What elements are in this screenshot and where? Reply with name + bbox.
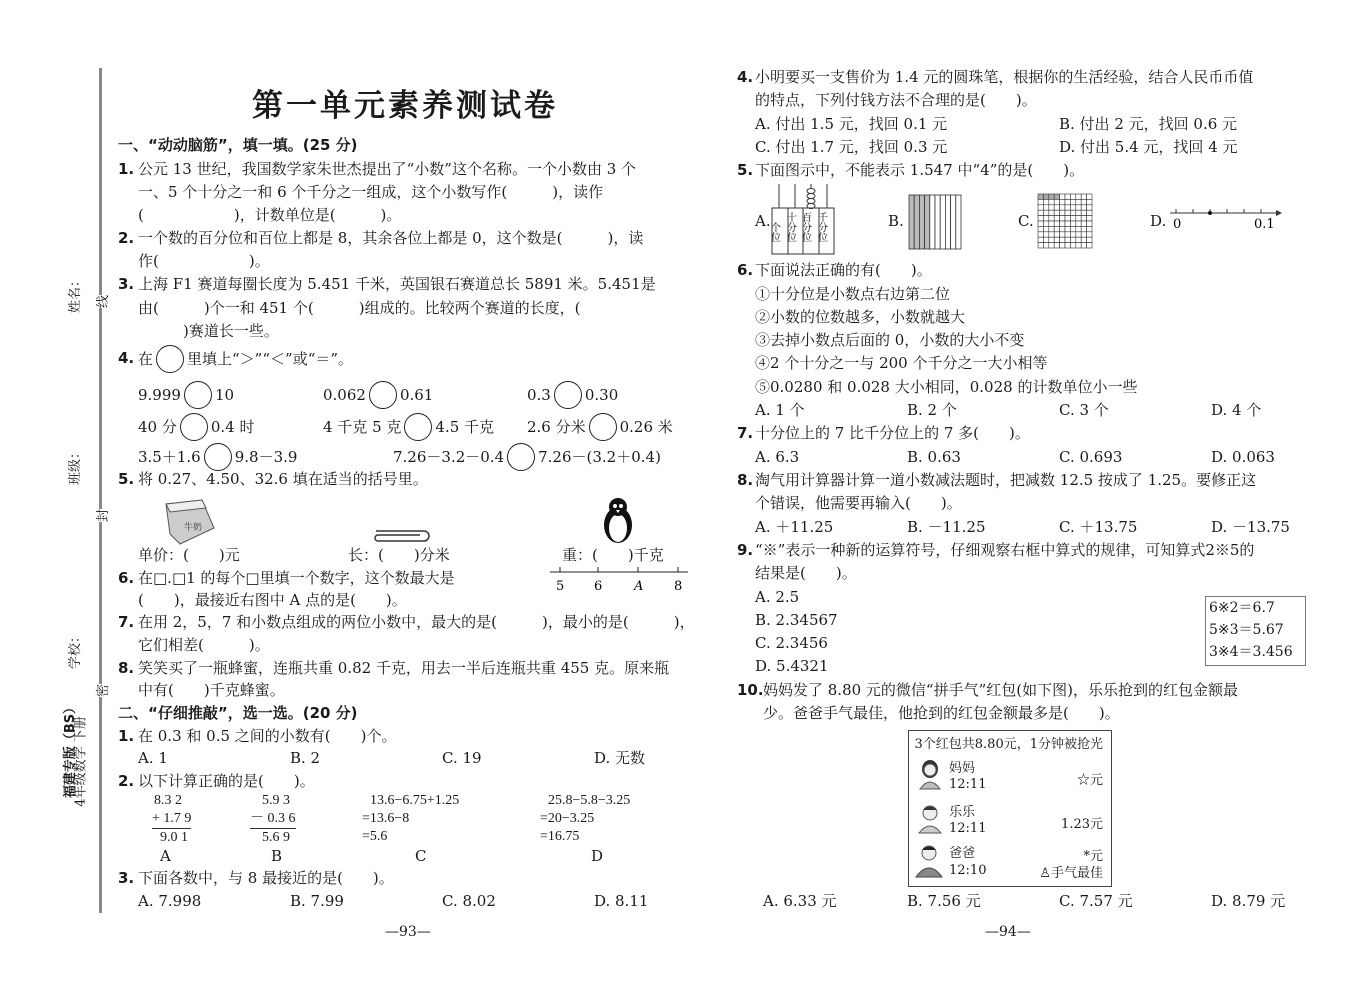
q4-line: 小明要买一支售价为 1.4 元的圆珠笔，根据你的生活经验，结合人民币币值 xyxy=(755,68,1254,86)
diagram-mark xyxy=(1087,237,1092,242)
diagram-mark xyxy=(1076,194,1081,199)
diagram-mark xyxy=(1038,232,1043,237)
option[interactable]: D. 付出 5.4 元，找回 4 元 xyxy=(1059,138,1238,156)
q4-line: 的特点，下列付钱方法不合理的是( )。 xyxy=(755,91,1037,109)
best-luck-badge: ♙手气最佳 xyxy=(1039,866,1103,881)
diagram-mark xyxy=(1038,221,1043,226)
q10-number: 10. xyxy=(737,681,764,699)
option[interactable]: B. 2 个 xyxy=(907,401,957,419)
option[interactable]: C. 付出 1.7 元，找回 0.3 元 xyxy=(755,138,948,156)
q2-line: 作( )。 xyxy=(138,252,270,270)
diagram-mark xyxy=(1087,210,1092,215)
s2q3-text: 下面各数中，与 8 最接近的是( )。 xyxy=(138,869,394,887)
diagram-mark xyxy=(1081,221,1086,226)
page-number: —94— xyxy=(985,924,1031,940)
diagram-mark xyxy=(1054,205,1059,210)
diagram-mark xyxy=(1081,243,1086,248)
q8-line: 中有( )千克蜂蜜。 xyxy=(138,681,285,699)
diagram-mark xyxy=(935,195,940,249)
axis-label: A xyxy=(634,579,644,594)
q9-line: “※”表示一种新的运算符号，仔细观察右框中算式的规律，可知算式2※5的 xyxy=(755,541,1255,559)
option[interactable]: B. 7.56 元 xyxy=(907,892,981,910)
diagram-mark xyxy=(1054,243,1059,248)
diagram-mark xyxy=(1081,205,1086,210)
diagram-mark xyxy=(1060,199,1065,204)
option[interactable]: A. 6.3 xyxy=(755,448,800,466)
length-blank: 长：( )分米 xyxy=(348,546,450,564)
diagram-mark xyxy=(1070,210,1075,215)
q7-number: 7. xyxy=(737,424,754,442)
diagram-mark xyxy=(1038,199,1043,204)
s2q1-number: 1. xyxy=(118,727,135,745)
crown-icon: ♙ xyxy=(1039,866,1051,881)
option[interactable]: D. 无数 xyxy=(594,749,646,767)
diagram-mark xyxy=(1081,226,1086,231)
q9-line: 结果是( )。 xyxy=(755,564,857,582)
svg-text:0: 0 xyxy=(1173,217,1182,232)
option[interactable]: A. 2.5 xyxy=(755,588,800,606)
diagram-mark xyxy=(1049,194,1054,199)
amount: *元 xyxy=(1083,849,1103,864)
s2q3-number: 3. xyxy=(118,869,135,887)
diagram-mark xyxy=(1065,205,1070,210)
option[interactable]: A. xyxy=(755,212,771,230)
diagram-mark xyxy=(1065,226,1070,231)
diagram-mark xyxy=(1049,221,1054,226)
lele-avatar xyxy=(917,803,943,833)
amount: ☆元 xyxy=(1076,773,1103,788)
q8-line: 个错误，他需要再输入( )。 xyxy=(755,494,962,512)
q7-line: 它们相差( )。 xyxy=(138,636,270,654)
diagram-mark xyxy=(1038,205,1043,210)
q1-line: ( )，计数单位是( )。 xyxy=(138,206,402,224)
diagram-mark xyxy=(1087,243,1092,248)
diagram-mark xyxy=(1043,232,1048,237)
svg-text:千分位: 千分位 xyxy=(815,212,827,242)
diagram-mark xyxy=(1043,221,1048,226)
diagram-mark xyxy=(1049,216,1054,221)
red-packet-card: 3个红包共8.80元，1分钟被抢光 妈妈 12:11 ☆元 乐乐 12:11 1.23元 爸爸 12:10 *元 ♙手气最佳 xyxy=(908,730,1112,887)
q5-text: 下面图示中，不能表示 1.547 中“4”的是( )。 xyxy=(755,161,1085,179)
svg-text:牛奶: 牛奶 xyxy=(184,523,203,533)
option[interactable]: D. 5.4321 xyxy=(755,657,829,675)
diagram-mark xyxy=(1076,210,1081,215)
option[interactable]: B. －11.25 xyxy=(907,518,986,536)
diagram-mark xyxy=(1043,194,1048,199)
school-label: 学校： xyxy=(68,629,84,670)
diagram-mark xyxy=(945,195,950,249)
diagram-mark xyxy=(1070,237,1075,242)
diagram-mark xyxy=(1070,199,1075,204)
diagram-mark xyxy=(1081,216,1086,221)
calc-c: 13.6−6.75+1.25 =13.6−8 =5.6 xyxy=(362,793,460,844)
diagram-mark xyxy=(1060,237,1065,242)
diagram-mark xyxy=(1038,210,1043,215)
axis-label: 6 xyxy=(594,579,603,594)
s2q1-text: 在 0.3 和 0.5 之间的小数有( )个。 xyxy=(138,727,397,745)
q9-number: 9. xyxy=(737,541,754,559)
q6-number: 6. xyxy=(737,261,754,279)
book-label: 4年级数学 下册 xyxy=(73,716,89,807)
section-1-heading: 一、“动动脑筋”，填一填。(25 分) xyxy=(118,136,358,154)
diagram-mark xyxy=(1049,226,1054,231)
diagram-mark xyxy=(1043,199,1048,204)
option[interactable]: A. 7.998 xyxy=(138,892,202,910)
diagram-mark xyxy=(1081,237,1086,242)
option[interactable]: C. 19 xyxy=(442,749,482,767)
answer-circle[interactable] xyxy=(507,443,535,471)
diagram-mark xyxy=(1065,194,1070,199)
diagram-mark xyxy=(1043,205,1048,210)
price-blank: 单价：( )元 xyxy=(138,546,240,564)
q3-line: 由( )个一和 451 个( )组成的。比较两个赛道的长度，( xyxy=(138,299,581,317)
svg-text:十分位: 十分位 xyxy=(784,212,796,242)
diagram-mark xyxy=(1060,194,1065,199)
q8-number: 8. xyxy=(737,471,754,489)
option[interactable]: C. 7.57 元 xyxy=(1059,892,1133,910)
diagram-mark xyxy=(1070,232,1075,237)
option[interactable]: B. 7.99 xyxy=(290,892,344,910)
diagram-mark xyxy=(1076,205,1081,210)
diagram-mark xyxy=(1070,216,1075,221)
option[interactable]: B. 付出 2 元，找回 0.6 元 xyxy=(1059,115,1238,133)
mom-avatar xyxy=(917,759,943,789)
axis-label: 5 xyxy=(556,579,565,594)
diagram-mark xyxy=(1076,232,1081,237)
diagram-mark xyxy=(1060,210,1065,215)
page-number: —93— xyxy=(385,924,431,940)
q5-text: 将 0.27、4.50、32.6 填在适当的括号里。 xyxy=(138,470,428,488)
diagram-mark xyxy=(1038,237,1043,242)
diagram-mark xyxy=(1054,194,1059,199)
option[interactable]: B. xyxy=(888,212,904,230)
option[interactable]: A. 6.33 元 xyxy=(763,892,837,910)
edition-label: 福建专版（BS） xyxy=(63,700,79,799)
diagram-mark xyxy=(1049,232,1054,237)
option[interactable]: A. 付出 1.5 元，找回 0.1 元 xyxy=(755,115,948,133)
compare-item: 7.26－3.2－0.4 7.26－(3.2＋0.4) xyxy=(393,443,661,471)
svg-text:0.1: 0.1 xyxy=(1254,217,1275,232)
q4-number: 4. xyxy=(737,68,754,86)
compare-item: 9.999 10 xyxy=(138,381,234,409)
tenths-strip-diagram xyxy=(907,193,963,251)
diagram-mark xyxy=(1043,226,1048,231)
diagram-mark xyxy=(1076,237,1081,242)
q7-line: 在用 2，5，7 和小数点组成的两位小数中，最大的是( )，最小的是( )， xyxy=(138,613,695,631)
svg-text:百分位: 百分位 xyxy=(799,212,811,242)
diagram-mark xyxy=(1060,232,1065,237)
calc-a: 8.3 2 + 1.7 9 9.0 1 xyxy=(152,793,192,845)
amount: 1.23元 xyxy=(1061,817,1103,832)
q7-text: 十分位上的 7 比千分位上的 7 多( )。 xyxy=(755,424,1030,442)
option[interactable]: C. 0.693 xyxy=(1059,448,1123,466)
diagram-mark xyxy=(1065,199,1070,204)
diagram-mark xyxy=(909,195,914,249)
circle-blank xyxy=(156,345,184,373)
q6-line: 在□.□1 的每个□里填一个数字，这个数最大是 xyxy=(138,569,455,587)
q4-number: 4. xyxy=(118,349,135,367)
diagram-mark xyxy=(1043,243,1048,248)
compare-item: 3.5＋1.6 9.8－3.9 xyxy=(138,443,297,471)
diagram-mark xyxy=(1054,199,1059,204)
diagram-mark xyxy=(951,195,956,249)
diagram-mark xyxy=(956,195,961,249)
diagram-mark xyxy=(1076,216,1081,221)
diagram-mark xyxy=(1049,243,1054,248)
answer-circle[interactable] xyxy=(180,413,208,441)
option[interactable]: D. 8.11 xyxy=(594,892,649,910)
compare-item: 2.6 分米 0.26 米 xyxy=(527,413,673,441)
diagram-mark xyxy=(919,195,924,249)
diagram-mark xyxy=(930,195,935,249)
statement: ②小数的位数越多，小数就越大 xyxy=(755,308,966,326)
option[interactable]: D. 4 个 xyxy=(1211,401,1262,419)
answer-circle[interactable] xyxy=(204,443,232,471)
diagram-mark xyxy=(1087,194,1092,199)
diagram-mark xyxy=(1049,199,1054,204)
option[interactable]: B. 2.34567 xyxy=(755,611,838,629)
hundredths-grid-diagram xyxy=(1036,192,1094,250)
weight-blank: 重：( )千克 xyxy=(562,546,664,564)
q3-line: )赛道长一些。 xyxy=(138,322,279,340)
s2q2-text: 以下计算正确的是( )。 xyxy=(138,772,315,790)
compare-item: 0.062 0.61 xyxy=(323,381,433,409)
option[interactable]: C. 3 个 xyxy=(1059,401,1109,419)
paperclip-image xyxy=(368,528,432,544)
diagram-mark xyxy=(1038,243,1043,248)
compare-item: 0.3 0.30 xyxy=(527,381,618,409)
diagram-mark xyxy=(1038,194,1043,199)
option[interactable]: B. 2 xyxy=(290,749,321,767)
line-mark: 线 xyxy=(92,295,111,308)
q3-number: 3. xyxy=(118,275,135,293)
diagram-mark xyxy=(1065,216,1070,221)
diagram-mark xyxy=(1054,216,1059,221)
diagram-mark xyxy=(1065,237,1070,242)
answer-circle[interactable] xyxy=(554,381,582,409)
diagram-mark xyxy=(1087,216,1092,221)
milk-box-image xyxy=(162,498,218,546)
q8-line: 笑笑买了一瓶蜂蜜，连瓶共重 0.82 千克，用去一半后连瓶共重 455 克。原来瓶 xyxy=(138,659,670,677)
q8-number: 8. xyxy=(118,659,135,677)
option[interactable]: C. ＋13.75 xyxy=(1059,518,1138,536)
secret-mark: 密 xyxy=(92,684,111,697)
diagram-mark xyxy=(925,195,930,249)
diagram-mark xyxy=(1060,205,1065,210)
diagram-mark xyxy=(1043,237,1048,242)
class-label: 班级： xyxy=(68,445,84,486)
diagram-mark xyxy=(1076,199,1081,204)
diagram-mark xyxy=(1054,210,1059,215)
option[interactable]: A. ＋11.25 xyxy=(755,518,834,536)
diagram-mark xyxy=(1038,226,1043,231)
diagram-mark xyxy=(914,195,919,249)
q7-number: 7. xyxy=(118,613,135,631)
diagram-mark xyxy=(1065,243,1070,248)
diagram-mark xyxy=(1076,226,1081,231)
answer-circle[interactable] xyxy=(589,413,617,441)
calc-d: 25.8−5.8−3.25 =20−3.25 =16.75 xyxy=(540,793,631,844)
statement: ③去掉小数点后面的 0，小数的大小不变 xyxy=(755,331,1025,349)
diagram-mark xyxy=(1076,221,1081,226)
diagram-mark xyxy=(1070,243,1075,248)
option[interactable]: D. 8.79 元 xyxy=(1211,892,1286,910)
diagram-mark xyxy=(1060,243,1065,248)
q1-line: 公元 13 世纪，我国数学家朱世杰提出了“小数”这个名称。一个小数由 3 个 xyxy=(138,160,637,178)
diagram-mark xyxy=(1049,237,1054,242)
diagram-mark xyxy=(1049,205,1054,210)
compare-item: 40 分 0.4 时 xyxy=(138,413,254,441)
answer-circle[interactable] xyxy=(184,381,212,409)
calc-b: 5.9 3 － 0.3 6 5.6 9 xyxy=(250,793,296,845)
diagram-mark xyxy=(1054,232,1059,237)
option[interactable]: C. 8.02 xyxy=(442,892,496,910)
option[interactable]: D. xyxy=(1150,212,1167,230)
q6-text: 下面说法正确的有( )。 xyxy=(755,261,932,279)
q4-instruction: 在 里填上“＞”“＜”或“＝”。 xyxy=(138,345,353,373)
diagram-mark xyxy=(1043,216,1048,221)
option[interactable]: C. 2.3456 xyxy=(755,634,828,652)
decimal-number-line xyxy=(1168,206,1283,232)
diagram-mark xyxy=(1081,210,1086,215)
diagram-mark xyxy=(1070,194,1075,199)
seal-mark: 封 xyxy=(92,509,111,522)
diagram-mark xyxy=(1043,210,1048,215)
penguin-image xyxy=(598,497,638,545)
compare-item: 4 千克 5 克 4.5 千克 xyxy=(323,413,494,441)
page-title: 第一单元素养测试卷 xyxy=(252,88,558,124)
diagram-mark xyxy=(1087,232,1092,237)
q2-number: 2. xyxy=(118,229,135,247)
diagram-mark xyxy=(1054,237,1059,242)
diagram-mark xyxy=(1070,221,1075,226)
q8-line: 淘气用计算器计算一道小数减法题时，把减数 12.5 按成了 1.25。要修正这 xyxy=(755,471,1257,489)
option[interactable]: A. 1 个 xyxy=(755,401,805,419)
q1-number: 1. xyxy=(118,160,135,178)
svg-text:个位: 个位 xyxy=(768,222,780,242)
diagram-mark xyxy=(940,195,945,249)
option[interactable]: D. －13.75 xyxy=(1211,518,1290,536)
option[interactable]: A. 1 xyxy=(138,749,168,767)
diagram-mark xyxy=(1087,199,1092,204)
diagram-mark xyxy=(1087,221,1092,226)
diagram-mark xyxy=(1054,221,1059,226)
q10-line: 少。爸爸手气最佳，他抢到的红包金额最多是( )。 xyxy=(763,704,1120,722)
q6-line: ( )，最接近右图中 A 点的是( )。 xyxy=(138,591,407,609)
diagram-mark xyxy=(1060,221,1065,226)
statement: ⑤0.0280 和 0.028 大小相同，0.028 的计数单位小一些 xyxy=(755,378,1138,396)
option[interactable]: B. 0.63 xyxy=(907,448,961,466)
diagram-mark xyxy=(1070,205,1075,210)
diagram-mark xyxy=(1087,205,1092,210)
number-line-diagram xyxy=(548,564,690,596)
option[interactable]: A xyxy=(160,847,171,865)
q1-line: 一、5 个十分之一和 6 个千分之一组成，这个小数写作( )，读作 xyxy=(138,183,604,201)
q6-number: 6. xyxy=(118,569,135,587)
statement: ①十分位是小数点右边第二位 xyxy=(755,285,951,303)
diagram-mark xyxy=(1081,199,1086,204)
diagram-mark xyxy=(1054,226,1059,231)
q10-line: 妈妈发了 8.80 元的微信“拼手气”红包(如下图)，乐乐抢到的红包金额最 xyxy=(763,681,1238,699)
operation-example-box: 6※2＝6.7 5※3＝5.67 3※4＝3.456 xyxy=(1205,596,1306,666)
option[interactable]: B xyxy=(271,847,283,865)
diagram-mark xyxy=(1087,226,1092,231)
abacus-diagram xyxy=(770,184,834,256)
answer-circle[interactable] xyxy=(404,413,432,441)
diagram-mark xyxy=(1065,210,1070,215)
diagram-mark xyxy=(1049,210,1054,215)
diagram-mark xyxy=(1070,226,1075,231)
name-label: 姓名： xyxy=(68,273,84,314)
q3-line: 上海 F1 赛道每圈长度为 5.451 千米，英国银石赛道总长 5891 米。5.451是 xyxy=(138,275,656,293)
binding-line xyxy=(99,68,102,913)
diagram-mark xyxy=(1060,216,1065,221)
diagram-mark xyxy=(1060,226,1065,231)
diagram-mark xyxy=(1076,243,1081,248)
option[interactable]: D. 0.063 xyxy=(1211,448,1275,466)
axis-label: 8 xyxy=(674,579,683,594)
diagram-mark xyxy=(1081,194,1086,199)
diagram-mark xyxy=(1065,232,1070,237)
q5-number: 5. xyxy=(118,470,135,488)
dad-avatar xyxy=(915,843,943,877)
diagram-mark xyxy=(1065,221,1070,226)
statement: ④2 个十分之一与 200 个千分之一大小相等 xyxy=(755,354,1048,372)
section-2-heading: 二、“仔细推敲”，选一选。(20 分) xyxy=(118,704,358,722)
answer-circle[interactable] xyxy=(369,381,397,409)
q2-line: 一个数的百分位和百位上都是 8，其余各位上都是 0，这个数是( )，读 xyxy=(138,229,644,247)
diagram-mark xyxy=(1038,216,1043,221)
option[interactable]: C. xyxy=(1018,212,1034,230)
diagram-mark xyxy=(1081,232,1086,237)
option[interactable]: D xyxy=(591,847,604,865)
packet-header: 3个红包共8.80元，1分钟被抢光 xyxy=(914,737,1103,752)
s2q2-number: 2. xyxy=(118,772,135,790)
option[interactable]: C xyxy=(415,847,427,865)
q5-number: 5. xyxy=(737,161,754,179)
